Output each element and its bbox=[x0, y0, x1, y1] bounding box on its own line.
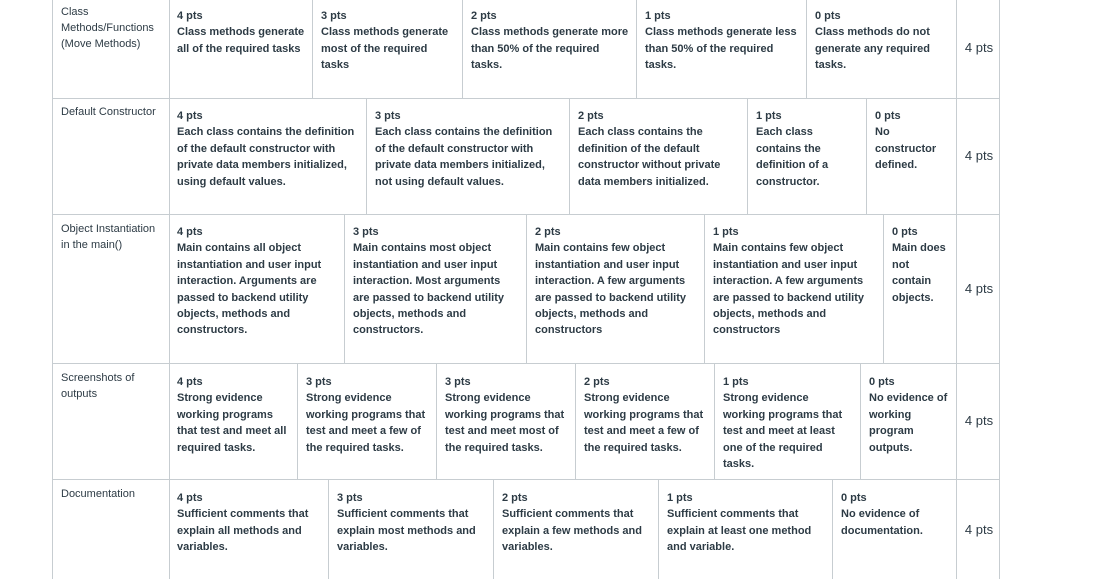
rating-divider bbox=[883, 214, 884, 363]
rating-points: 4 pts bbox=[177, 376, 203, 388]
rating-divider bbox=[704, 214, 705, 363]
rating-cell bbox=[177, 490, 323, 556]
rating-cell bbox=[306, 374, 431, 456]
rating-divider bbox=[436, 363, 437, 479]
rating-divider bbox=[747, 98, 748, 214]
rating-points: 1 pts bbox=[756, 110, 782, 122]
rating-points: 3 pts bbox=[353, 226, 379, 238]
rating-divider bbox=[366, 98, 367, 214]
rating-points: 4 pts bbox=[177, 10, 203, 22]
rating-description: Sufficient comments that explain a few methods and variables. bbox=[502, 508, 642, 554]
rating-cell bbox=[875, 108, 947, 174]
rating-description: Class methods generate less than 50% of the required tasks. bbox=[645, 26, 797, 72]
rating-points: 2 pts bbox=[535, 226, 561, 238]
rating-description: Sufficient comments that explain most methods and variables. bbox=[337, 508, 476, 554]
criterion-label: Class Methods/Functions (Move Methods) bbox=[61, 6, 154, 50]
rating-divider bbox=[493, 479, 494, 579]
criterion-points: 4 pts bbox=[964, 40, 994, 55]
rating-description: Main contains few object instantiation and user input interaction. A few arguments are passed to backend utility objects, methods and constructors bbox=[713, 242, 864, 337]
rating-points: 2 pts bbox=[502, 492, 528, 504]
rating-cell bbox=[502, 490, 652, 556]
rating-divider bbox=[806, 0, 807, 98]
rating-description: Each class contains the definition of the default constructor with private data members initialized, using default values. bbox=[177, 126, 355, 188]
rating-description: Class methods generate most of the required tasks bbox=[321, 26, 449, 72]
rating-cell bbox=[177, 224, 337, 339]
rating-description: No constructor defined. bbox=[875, 126, 937, 172]
rating-points: 3 pts bbox=[375, 110, 401, 122]
rating-cell bbox=[535, 224, 698, 339]
rating-cell bbox=[713, 224, 877, 339]
table-border-left bbox=[52, 0, 53, 579]
criterion-label: Object Instantiation in the main() bbox=[61, 223, 156, 251]
rating-description: Main contains most object instantiation and user input interaction. Most arguments are passed to backend utility objects, methods and constructors. bbox=[353, 242, 504, 337]
criterion-points: 4 pts bbox=[964, 148, 994, 163]
rating-points: 0 pts bbox=[841, 492, 867, 504]
rating-points: 3 pts bbox=[306, 376, 332, 388]
rating-cell bbox=[841, 490, 949, 539]
rating-cell bbox=[471, 8, 629, 74]
rating-points: 0 pts bbox=[869, 376, 895, 388]
rating-divider bbox=[344, 214, 345, 363]
rating-description: Each class contains the definition of the default constructor with private data members initialized, not using default values. bbox=[375, 126, 553, 188]
rating-description: Class methods do not generate any required tasks. bbox=[815, 26, 930, 72]
rating-description: Main contains few object instantiation and user input interaction. A few arguments are passed to backend utility objects, methods and constructors bbox=[535, 242, 686, 337]
rating-points: 3 pts bbox=[445, 376, 471, 388]
criterion-column-divider bbox=[169, 0, 170, 579]
criterion-points: 4 pts bbox=[964, 413, 994, 428]
rating-divider bbox=[714, 363, 715, 479]
rating-cell bbox=[375, 108, 562, 190]
rating-points: 2 pts bbox=[578, 110, 604, 122]
rating-points: 3 pts bbox=[337, 492, 363, 504]
rating-points: 1 pts bbox=[723, 376, 749, 388]
rating-divider bbox=[658, 479, 659, 579]
rating-description: Each class contains the definition of a constructor. bbox=[756, 126, 829, 188]
rating-cell bbox=[445, 374, 570, 456]
rating-description: Strong evidence working programs that test and meet most of the required tasks. bbox=[445, 392, 565, 454]
rating-description: Class methods generate all of the required tasks bbox=[177, 26, 305, 55]
rating-cell bbox=[177, 108, 359, 190]
rating-description: Strong evidence working programs that test and meet a few of the required tasks. bbox=[584, 392, 704, 454]
rating-description: Sufficient comments that explain at least one method and variable. bbox=[667, 508, 812, 554]
rating-cell bbox=[815, 8, 930, 74]
row-divider bbox=[52, 363, 1000, 364]
rating-description: No evidence of documentation. bbox=[841, 508, 923, 537]
rating-description: Each class contains the definition of the default constructor without private data members initialized. bbox=[578, 126, 721, 188]
rating-divider bbox=[860, 363, 861, 479]
rating-cell bbox=[892, 224, 950, 306]
rating-cell bbox=[584, 374, 709, 456]
points-column-divider bbox=[956, 0, 957, 579]
rating-description: Main contains all object instantiation and user input interaction. Arguments are passed to backend utility objects, methods and constructors. bbox=[177, 242, 322, 337]
rating-description: Strong evidence working programs that test and meet all required tasks. bbox=[177, 392, 287, 454]
criterion-label: Documentation bbox=[61, 488, 135, 500]
rating-description: Strong evidence working programs that test and meet a few of the required tasks. bbox=[306, 392, 426, 454]
criterion-label: Screenshots of outputs bbox=[61, 372, 135, 400]
rating-cell bbox=[177, 374, 292, 456]
rating-points: 0 pts bbox=[875, 110, 901, 122]
rating-description: No evidence of working program outputs. bbox=[869, 392, 948, 454]
rating-divider bbox=[328, 479, 329, 579]
rating-cell bbox=[756, 108, 860, 190]
rating-divider bbox=[526, 214, 527, 363]
criterion-points: 4 pts bbox=[964, 522, 994, 537]
rating-cell bbox=[645, 8, 801, 74]
criterion-points: 4 pts bbox=[964, 281, 994, 296]
rating-cell bbox=[177, 8, 305, 57]
rating-points: 2 pts bbox=[584, 376, 610, 388]
rating-divider bbox=[297, 363, 298, 479]
rating-points: 4 pts bbox=[177, 110, 203, 122]
rating-description: Main does not contain objects. bbox=[892, 242, 946, 304]
rating-divider bbox=[312, 0, 313, 98]
rating-cell bbox=[578, 108, 742, 190]
rating-divider bbox=[462, 0, 463, 98]
criterion-label: Default Constructor bbox=[61, 106, 156, 118]
row-divider bbox=[52, 479, 1000, 480]
rating-divider bbox=[569, 98, 570, 214]
rating-cell bbox=[337, 490, 487, 556]
rating-cell bbox=[869, 374, 951, 456]
rating-points: 1 pts bbox=[713, 226, 739, 238]
rating-points: 0 pts bbox=[815, 10, 841, 22]
rating-points: 0 pts bbox=[892, 226, 918, 238]
rating-divider bbox=[832, 479, 833, 579]
rating-cell bbox=[353, 224, 519, 339]
rating-points: 1 pts bbox=[645, 10, 671, 22]
rating-description: Strong evidence working programs that test and meet at least one of the required tasks. bbox=[723, 392, 843, 471]
rating-points: 4 pts bbox=[177, 226, 203, 238]
rating-divider bbox=[866, 98, 867, 214]
rating-points: 4 pts bbox=[177, 492, 203, 504]
rating-cell bbox=[321, 8, 455, 74]
rating-cell bbox=[667, 490, 827, 556]
rating-divider bbox=[636, 0, 637, 98]
rating-points: 1 pts bbox=[667, 492, 693, 504]
rating-cell bbox=[723, 374, 851, 472]
rating-divider bbox=[575, 363, 576, 479]
row-divider bbox=[52, 98, 1000, 99]
rating-description: Class methods generate more than 50% of the required tasks. bbox=[471, 26, 629, 72]
rating-points: 2 pts bbox=[471, 10, 497, 22]
rating-points: 3 pts bbox=[321, 10, 347, 22]
rating-description: Sufficient comments that explain all methods and variables. bbox=[177, 508, 309, 554]
